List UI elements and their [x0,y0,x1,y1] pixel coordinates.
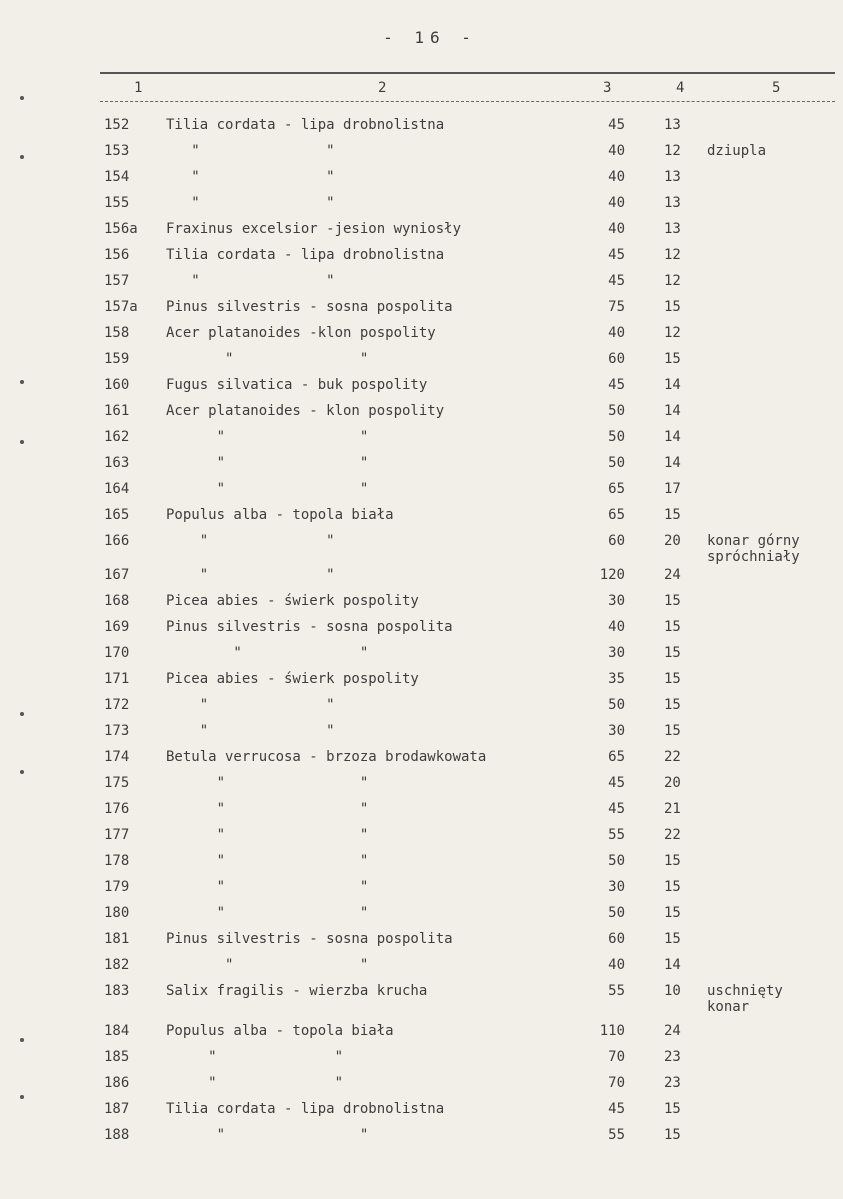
column-4-value: 15 [664,299,681,315]
species-name: Picea abies - świerk pospolity [166,671,419,687]
row-number: 187 [104,1101,130,1117]
column-3-value: 30 [608,645,625,661]
table-row [0,377,843,401]
species-name: Populus alba - topola biała [166,507,394,523]
table-row [0,507,843,531]
column-4-value: 15 [664,879,681,895]
row-number: 158 [104,325,130,341]
column-4-value: 14 [664,455,681,471]
row-number: 182 [104,957,130,973]
row-number: 175 [104,775,130,791]
row-number: 168 [104,593,130,609]
table-row [0,117,843,141]
column-4-value: 15 [664,723,681,739]
row-number: 154 [104,169,130,185]
species-name: " " [166,645,369,661]
remarks: dziupla [707,143,767,159]
row-number: 179 [104,879,130,895]
species-name: " " [166,169,335,185]
column-4-value: 13 [664,117,681,133]
column-4-value: 14 [664,403,681,419]
table-row [0,619,843,643]
column-3-value: 45 [608,273,625,289]
row-number: 156 [104,247,130,263]
table-row [0,723,843,747]
column-4-value: 23 [664,1049,681,1065]
column-4-value: 10 [664,983,681,999]
column-3-value: 45 [608,801,625,817]
column-4-value: 20 [664,775,681,791]
species-name: " " [166,775,369,791]
species-name: " " [166,905,369,921]
column-4-value: 13 [664,221,681,237]
column-3-value: 45 [608,247,625,263]
column-4-value: 22 [664,827,681,843]
species-name: " " [166,351,369,367]
species-name: " " [166,853,369,869]
column-3-value: 50 [608,455,625,471]
species-name: Picea abies - świerk pospolity [166,593,419,609]
column-3-value: 110 [599,1023,625,1039]
row-number: 157a [104,299,138,315]
species-name: Fugus silvatica - buk pospolity [166,377,428,393]
table-row [0,931,843,955]
column-3-value: 40 [608,957,625,973]
species-name: " " [166,533,335,549]
row-number: 188 [104,1127,130,1143]
column-4-value: 15 [664,1101,681,1117]
column-4-value: 15 [664,853,681,869]
remarks: konar górny spróchniały [707,533,800,565]
row-number: 185 [104,1049,130,1065]
table-top-rule [100,72,835,74]
column-3-value: 45 [608,1101,625,1117]
column-4-value: 15 [664,1127,681,1143]
page-number: - 16 - [383,28,477,47]
species-name: " " [166,879,369,895]
row-number: 161 [104,403,130,419]
header-col-3: 3 [603,80,612,96]
species-name: Pinus silvestris - sosna pospolita [166,619,453,635]
column-3-value: 55 [608,1127,625,1143]
column-4-value: 15 [664,671,681,687]
column-4-value: 15 [664,507,681,523]
row-number: 165 [104,507,130,523]
column-3-value: 60 [608,931,625,947]
table-row [0,749,843,773]
column-4-value: 23 [664,1075,681,1091]
species-name: " " [166,827,369,843]
table-row [0,195,843,219]
table-row [0,481,843,505]
row-number: 171 [104,671,130,687]
row-number: 153 [104,143,130,159]
table-row [0,671,843,695]
column-3-value: 50 [608,853,625,869]
species-name: " " [166,1127,369,1143]
row-number: 157 [104,273,130,289]
row-number: 152 [104,117,130,133]
table-row [0,429,843,453]
column-4-value: 22 [664,749,681,765]
species-name: Tilia cordata - lipa drobnolistna [166,117,445,133]
column-3-value: 45 [608,775,625,791]
species-name: Tilia cordata - lipa drobnolistna [166,247,445,263]
species-name: " " [166,481,369,497]
column-4-value: 13 [664,169,681,185]
row-number: 178 [104,853,130,869]
column-3-value: 40 [608,325,625,341]
table-row [0,983,843,1015]
table-row [0,299,843,323]
table-row [0,593,843,617]
row-number: 181 [104,931,130,947]
row-number: 183 [104,983,130,999]
column-4-value: 21 [664,801,681,817]
species-name: Acer platanoides - klon pospolity [166,403,445,419]
column-3-value: 50 [608,429,625,445]
row-number: 186 [104,1075,130,1091]
column-3-value: 40 [608,619,625,635]
column-4-value: 24 [664,567,681,583]
table-row [0,775,843,799]
species-name: " " [166,697,335,713]
table-row [0,533,843,565]
column-4-value: 15 [664,931,681,947]
table-row [0,1049,843,1073]
column-4-value: 13 [664,195,681,211]
column-4-value: 15 [664,645,681,661]
column-4-value: 15 [664,351,681,367]
column-4-value: 12 [664,273,681,289]
column-3-value: 70 [608,1049,625,1065]
column-3-value: 40 [608,169,625,185]
species-name: " " [166,723,335,739]
table-row [0,403,843,427]
header-col-4: 4 [676,80,685,96]
species-name: Pinus silvestris - sosna pospolita [166,299,453,315]
column-3-value: 70 [608,1075,625,1091]
row-number: 159 [104,351,130,367]
table-row [0,1075,843,1099]
species-name: " " [166,143,335,159]
species-name: " " [166,1049,344,1065]
header-col-2: 2 [378,80,387,96]
row-number: 163 [104,455,130,471]
table-row [0,325,843,349]
species-name: " " [166,567,335,583]
row-number: 160 [104,377,130,393]
species-name: " " [166,455,369,471]
table-row [0,221,843,245]
column-4-value: 14 [664,377,681,393]
table-row [0,567,843,591]
species-name: Tilia cordata - lipa drobnolistna [166,1101,445,1117]
table-row [0,247,843,271]
column-4-value: 24 [664,1023,681,1039]
header-col-5: 5 [772,80,781,96]
remarks: uschnięty konar [707,983,783,1015]
row-number: 170 [104,645,130,661]
row-number: 172 [104,697,130,713]
species-name: Acer platanoides -klon pospolity [166,325,436,341]
species-name: Pinus silvestris - sosna pospolita [166,931,453,947]
species-name: " " [166,195,335,211]
table-row [0,801,843,825]
header-col-1: 1 [134,80,143,96]
row-number: 155 [104,195,130,211]
table-row [0,351,843,375]
column-3-value: 40 [608,143,625,159]
table-row [0,905,843,929]
species-name: " " [166,957,369,973]
table-row [0,273,843,297]
column-3-value: 30 [608,593,625,609]
column-3-value: 40 [608,221,625,237]
column-3-value: 45 [608,377,625,393]
column-4-value: 12 [664,325,681,341]
column-3-value: 65 [608,749,625,765]
column-3-value: 50 [608,905,625,921]
row-number: 169 [104,619,130,635]
column-3-value: 40 [608,195,625,211]
column-3-value: 55 [608,983,625,999]
column-4-value: 15 [664,619,681,635]
binder-hole-mark [20,96,24,100]
column-3-value: 50 [608,403,625,419]
row-number: 173 [104,723,130,739]
table-row [0,697,843,721]
row-number: 156a [104,221,138,237]
species-name: Fraxinus excelsior -jesion wyniosły [166,221,462,237]
table-row [0,1127,843,1151]
species-name: " " [166,1075,344,1091]
row-number: 167 [104,567,130,583]
column-3-value: 120 [599,567,625,583]
column-4-value: 12 [664,247,681,263]
row-number: 162 [104,429,130,445]
column-3-value: 30 [608,879,625,895]
table-row [0,1101,843,1125]
column-3-value: 60 [608,351,625,367]
row-number: 177 [104,827,130,843]
column-3-value: 60 [608,533,625,549]
table-row [0,827,843,851]
column-3-value: 35 [608,671,625,687]
table-header-rule [100,101,835,102]
table-row [0,455,843,479]
column-3-value: 45 [608,117,625,133]
table-row [0,645,843,669]
column-3-value: 55 [608,827,625,843]
column-4-value: 17 [664,481,681,497]
species-name: Betula verrucosa - brzoza brodawkowata [166,749,487,765]
row-number: 176 [104,801,130,817]
row-number: 184 [104,1023,130,1039]
column-3-value: 50 [608,697,625,713]
species-name: " " [166,273,335,289]
column-3-value: 65 [608,507,625,523]
column-3-value: 75 [608,299,625,315]
species-name: " " [166,429,369,445]
row-number: 174 [104,749,130,765]
column-4-value: 14 [664,429,681,445]
table-row [0,169,843,193]
row-number: 166 [104,533,130,549]
column-3-value: 30 [608,723,625,739]
species-name: Populus alba - topola biała [166,1023,394,1039]
table-row [0,853,843,877]
table-row [0,957,843,981]
table-row [0,879,843,903]
column-4-value: 15 [664,905,681,921]
column-4-value: 15 [664,593,681,609]
table-row [0,1023,843,1047]
table-row [0,143,843,167]
species-name: " " [166,801,369,817]
column-4-value: 15 [664,697,681,713]
column-4-value: 12 [664,143,681,159]
column-4-value: 14 [664,957,681,973]
species-name: Salix fragilis - wierzba krucha [166,983,428,999]
column-3-value: 65 [608,481,625,497]
row-number: 164 [104,481,130,497]
column-4-value: 20 [664,533,681,549]
row-number: 180 [104,905,130,921]
